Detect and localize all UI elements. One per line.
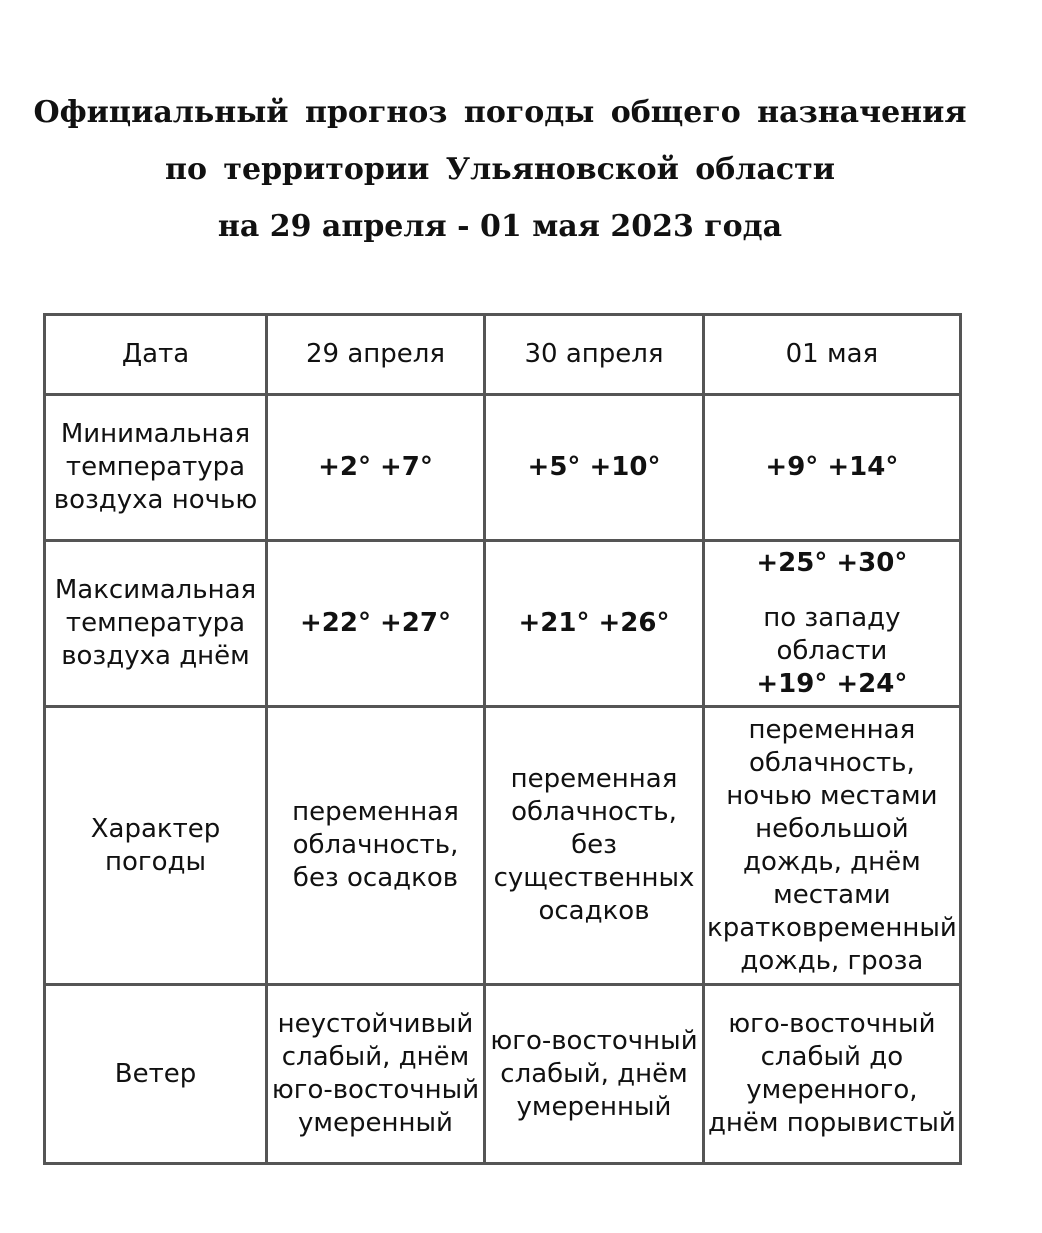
row-label-weather: Характер погоды <box>46 708 268 986</box>
table-row-max-temp <box>46 542 962 708</box>
wind-day2: юго-восточный слабый, днём умеренный <box>486 986 705 1165</box>
row-label-min-temp: Минимальная температура воздуха ночью <box>46 396 268 542</box>
table-row-dates <box>46 316 962 396</box>
wind-day1: неустойчивый слабый, днём юго-восточный умеренный <box>268 986 486 1165</box>
forecast-title <box>0 88 1000 259</box>
table-row-weather <box>46 708 962 986</box>
max-temp-day3-west: +19° +24° <box>756 668 908 699</box>
forecast-table <box>43 313 962 1165</box>
max-temp-day3 <box>705 542 962 708</box>
min-temp-day3: +9° +14° <box>705 396 962 542</box>
weather-day3: переменная облачность, ночью местами небольшой дождь, днём местами кратковременный дождь, гроза <box>705 708 962 986</box>
title-line-1: Официальный прогноз погоды общего назначения <box>33 95 967 130</box>
weather-day1: переменная облачность, без осадков <box>268 708 486 986</box>
date-cell-day3: 01 мая <box>705 316 962 396</box>
row-label-date: Дата <box>46 316 268 396</box>
min-temp-day1: +2° +7° <box>268 396 486 542</box>
weather-day2: переменная облачность, без существенных осадков <box>486 708 705 986</box>
title-line-2: по территории Ульяновской области <box>164 152 835 187</box>
wind-day3: юго-восточный слабый до умеренного, днём порывистый <box>705 986 962 1165</box>
date-cell-day1: 29 апреля <box>268 316 486 396</box>
table-row-min-temp <box>46 396 962 542</box>
table-row-wind <box>46 986 962 1165</box>
max-temp-day2: +21° +26° <box>486 542 705 708</box>
title-line-3: на 29 апреля - 01 мая 2023 года <box>217 209 783 244</box>
max-temp-day3-note: по западу области <box>763 602 901 666</box>
date-cell-day2: 30 апреля <box>486 316 705 396</box>
min-temp-day2: +5° +10° <box>486 396 705 542</box>
max-temp-day1: +22° +27° <box>268 542 486 708</box>
row-label-wind: Ветер <box>46 986 268 1165</box>
max-temp-day3-main: +25° +30° <box>756 547 908 578</box>
row-label-max-temp: Максимальная температура воздуха днём <box>46 542 268 708</box>
